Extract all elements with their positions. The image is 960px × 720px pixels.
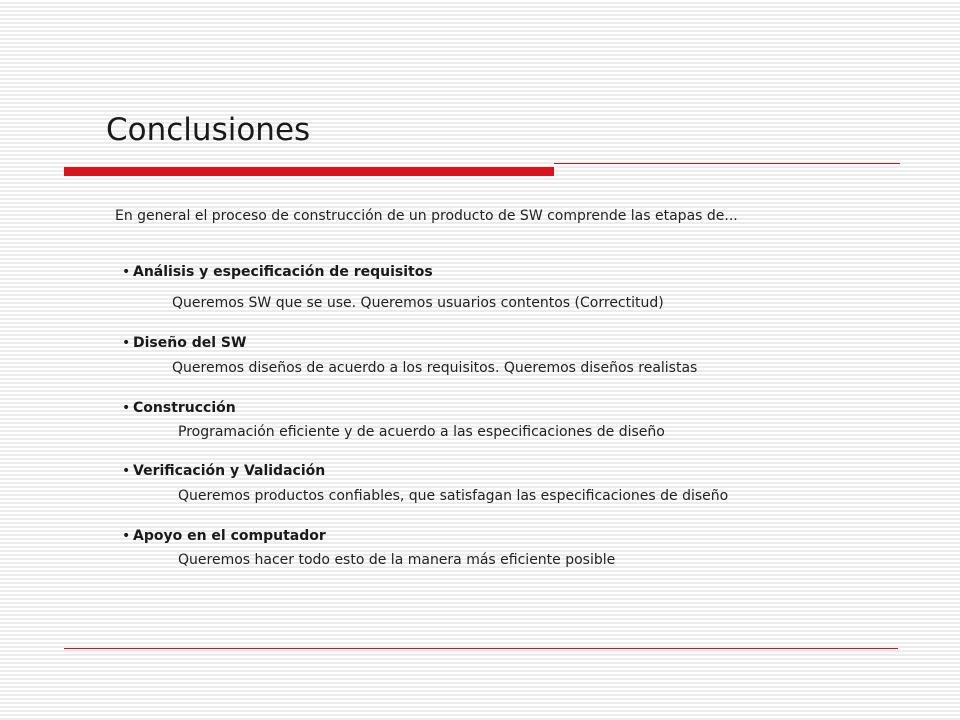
list-item-heading — [122, 461, 325, 481]
list-item-heading — [122, 526, 326, 546]
list-item-analisis — [122, 262, 433, 282]
list-item-heading — [122, 398, 236, 418]
bullet-icon: • — [122, 400, 131, 416]
list-item-heading-text: Apoyo en el computador — [133, 528, 326, 544]
list-item-heading — [122, 333, 246, 353]
list-item-diseno — [122, 333, 246, 353]
list-item-heading — [122, 262, 433, 282]
intro-text: En general el proceso de construcción de un producto de SW comprende las etapas de... — [115, 208, 738, 224]
list-item-heading-text: Verificación y Validación — [133, 463, 326, 479]
list-item-apoyo — [122, 526, 326, 546]
list-item-description: Queremos diseños de acuerdo a los requisitos. Queremos diseños realistas — [172, 360, 698, 376]
list-item-heading-text: Construcción — [133, 400, 236, 416]
bullet-icon: • — [122, 528, 131, 544]
bullet-icon: • — [122, 335, 131, 351]
bottom-accent-rule — [64, 648, 898, 649]
list-item-description: Queremos hacer todo esto de la manera más eficiente posible — [178, 552, 616, 568]
list-item-description: Programación eficiente y de acuerdo a las especificaciones de diseño — [178, 424, 665, 440]
slide-title: Conclusiones — [106, 112, 311, 148]
list-item-heading-text: Diseño del SW — [133, 335, 247, 351]
title-accent-bar — [64, 167, 554, 176]
bullet-icon: • — [122, 264, 131, 280]
list-item-construccion — [122, 398, 236, 418]
list-item-description: Queremos SW que se use. Queremos usuarios contentos (Correctitud) — [172, 295, 664, 311]
bullet-icon: • — [122, 463, 131, 479]
title-accent-rule — [554, 163, 900, 164]
list-item-description: Queremos productos confiables, que satisfagan las especificaciones de diseño — [178, 488, 729, 504]
list-item-heading-text: Análisis y especificación de requisitos — [133, 264, 433, 280]
list-item-verificacion — [122, 461, 325, 481]
